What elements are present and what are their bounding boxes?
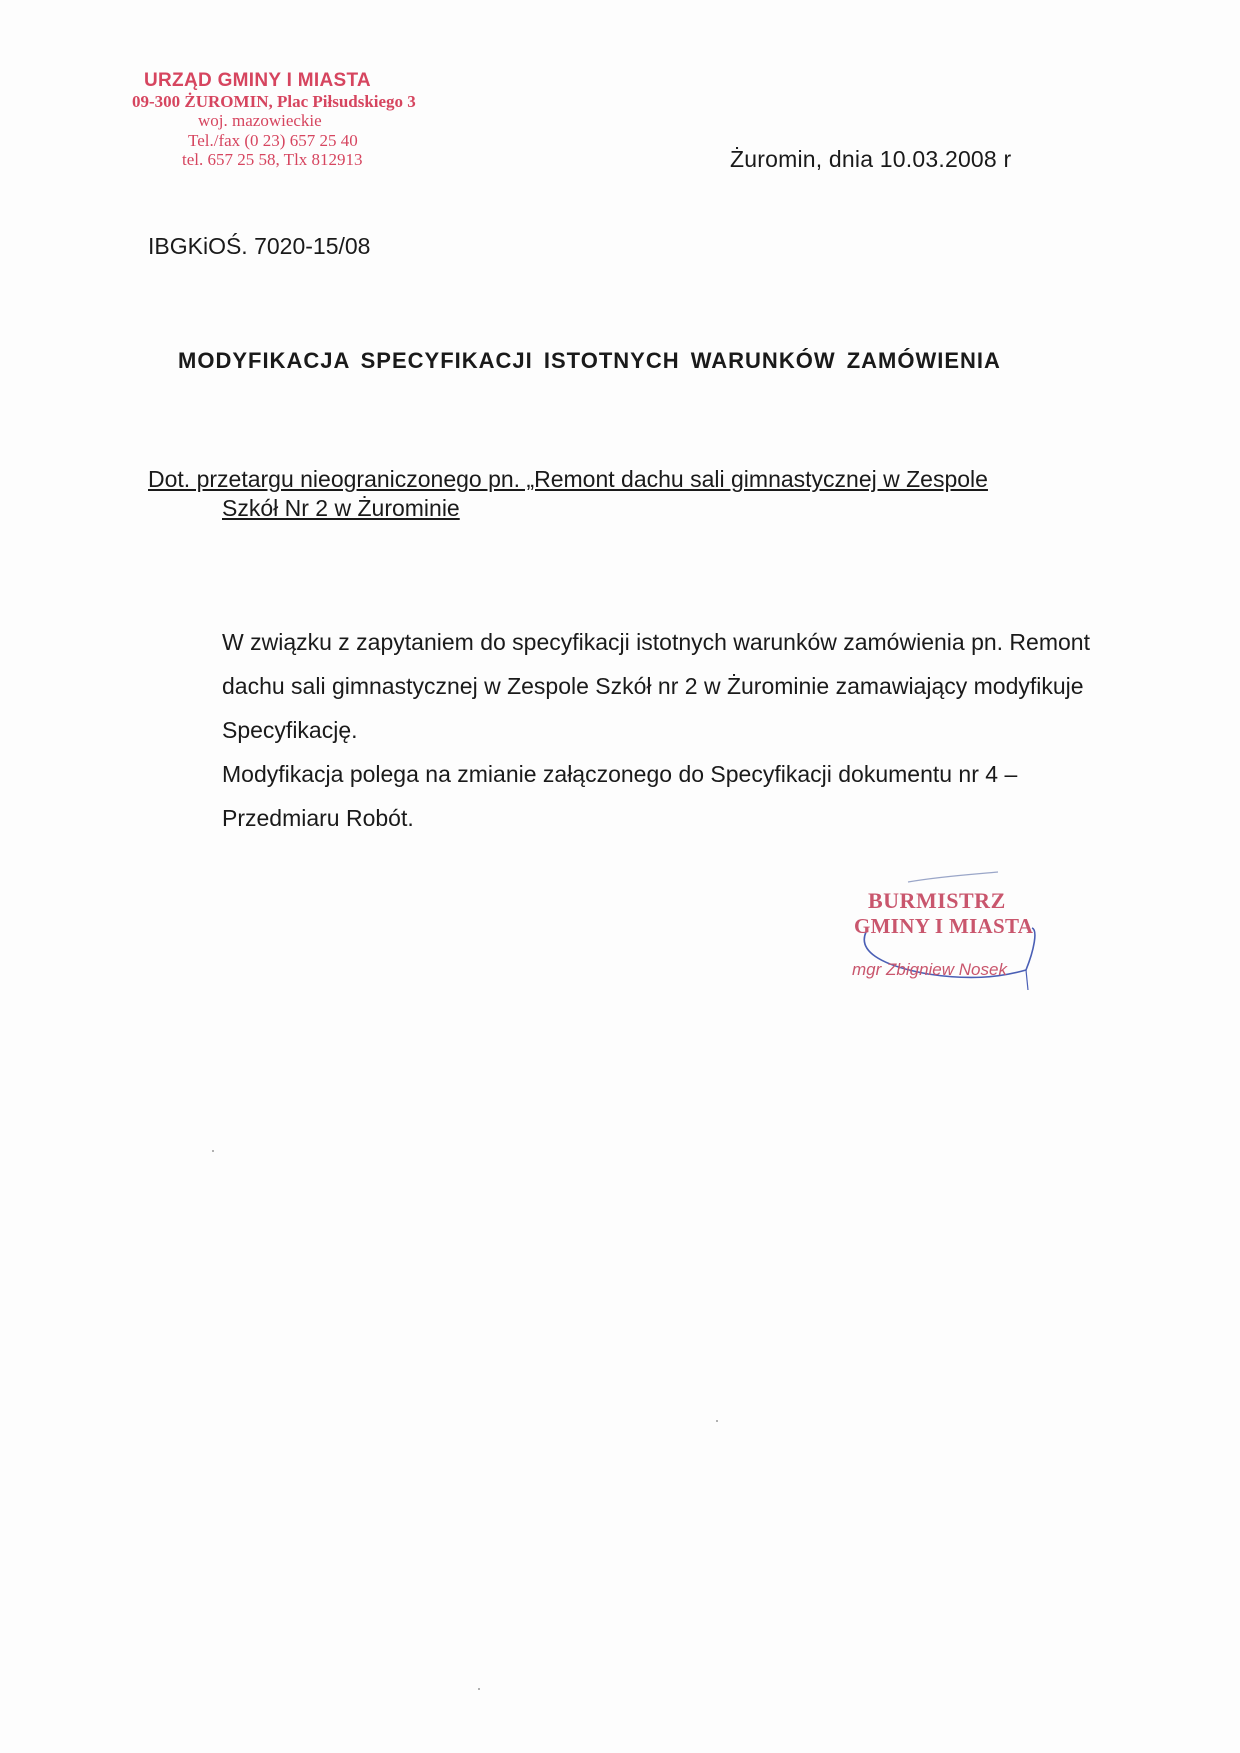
document-heading: MODYFIKACJA SPECYFIKACJI ISTOTNYCH WARUNKÓW ZAMÓWIENIA — [178, 348, 1001, 373]
stamp-address: 09-300 ŻUROMIN, Plac Piłsudskiego 3 — [132, 91, 416, 111]
subject-line-2: Szkół Nr 2 w Żurominie — [222, 495, 460, 521]
signature-title: BURMISTRZ — [868, 888, 1006, 913]
body-paragraph-2: Modyfikacja polega na zmianie załączonego do Specyfikacji dokumentu nr 4 – Przedmiaru Robót. — [222, 761, 1018, 831]
scan-speck — [478, 1688, 480, 1690]
stamp-telfax: Tel./fax (0 23) 657 25 40 — [188, 130, 358, 150]
scan-speck — [212, 1150, 214, 1152]
document-date: Żuromin, dnia 10.03.2008 r — [730, 146, 1012, 172]
body-paragraph-1: W związku z zapytaniem do specyfikacji istotnych warunków zamówienia pn. Remont dachu sali gimnastycznej w Zespole Szkół nr 2 w Żurominie zamawiający modyfikuje Specyfikację. — [222, 629, 1090, 743]
signature-name: mgr Zbigniew Nosek — [852, 960, 1007, 979]
reference-number: IBGKiOŚ. 7020-15/08 — [148, 233, 371, 259]
stamp-title: URZĄD GMINY I MIASTA — [144, 70, 371, 91]
signature-stamp — [848, 870, 1048, 1000]
subject-line-1: Dot. przetargu nieograniczonego pn. „Remont dachu sali gimnastycznej w Zespole — [148, 466, 988, 492]
subject — [148, 465, 1078, 523]
office-stamp — [132, 70, 442, 170]
stamp-tel: tel. 657 25 58, Tlx 812913 — [182, 150, 363, 170]
body-text — [148, 620, 1108, 840]
signature-subtitle: GMINY I MIASTA — [854, 914, 1034, 938]
stamp-voivodeship: woj. mazowieckie — [198, 111, 322, 131]
scan-speck — [716, 1420, 718, 1422]
